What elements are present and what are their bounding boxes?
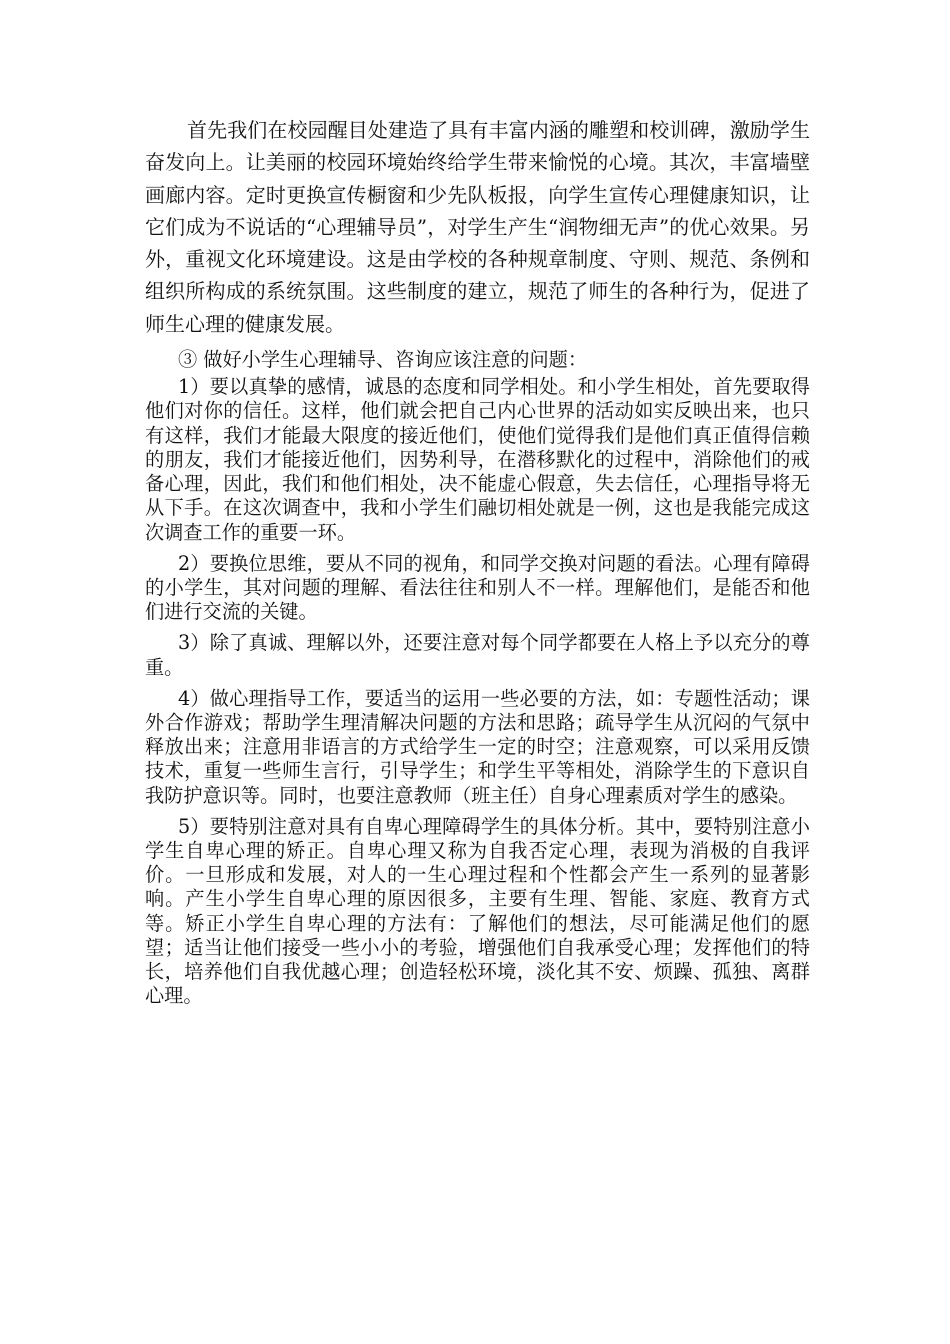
- paragraph-item-4: 4）做心理指导工作，要适当的运用一些必要的方法，如：专题性活动；课外合作游戏；帮助学生理清解决问题的方法和思路；疏导学生从沉闷的气氛中释放出来；注意用非语言的方式给学生一定的时空；注意观察，可以采用反馈技术，重复一些师生言行，引导学生；和学生平等相处，消除学生的下意识自我防护意识等。同时，也要注意教师（班主任）自身心理素质对学生的感染。: [145, 686, 810, 807]
- paragraph-item-5: 5）要特别注意对具有自卑心理障碍学生的具体分析。其中，要特别注意小学生自卑心理的矫正。自卑心理又称为自我否定心理，表现为消极的自我评价。一旦形成和发展，对人的一生心理过程和个性都会产生一系列的显著影响。产生小学生自卑心理的原因很多，主要有生理、智能、家庭、教育方式等。矫正小学生自卑心理的方法有：了解他们的想法，尽可能满足他们的愿望；适当让他们接受一些小小的考验，增强他们自我承受心理；发挥他们的特长，培养他们自我优越心理；创造轻松环境，淡化其不安、烦躁、孤独、离群心理。: [145, 814, 810, 1008]
- paragraph-item-1: 1）要以真挚的感情，诚恳的态度和同学相处。和小学生相处，首先要取得他们对你的信任。这样，他们就会把自己内心世界的活动如实反映出来，也只有这样，我们才能最大限度的接近他们，使他们觉得我们是他们真正值得信赖的朋友，我们才能接近他们，因势利导，在潜移默化的过程中，消除他们的戒备心理，因此，我们和他们相处，决不能虚心假意，失去信任，心理指导将无从下手。在这次调查中，我和小学生们融切相处就是一例，这也是我能完成这次调查工作的重要一环。: [145, 375, 810, 544]
- document-body: [145, 114, 810, 1008]
- paragraph-item-2: 2）要换位思维，要从不同的视角，和同学交换对问题的看法。心理有障碍的小学生，其对问题的理解、看法往往和别人不一样。理解他们，是能否和他们进行交流的关键。: [145, 551, 810, 624]
- paragraph-heading-counseling-notes: ③ 做好小学生心理辅导、咨询应该注意的问题：: [178, 348, 588, 372]
- paragraph-campus-environment: 首先我们在校园醒目处建造了具有丰富内涵的雕塑和校训碑，激励学生奋发向上。让美丽的校园环境始终给学生带来愉悦的心境。其次，丰富墙壁画廊内容。定时更换宣传橱窗和少先队板报，向学生宣传心理健康知识，让它们成为不说话的“心理辅导员”，对学生产生“润物细无声”的优心效果。另外，重视文化环境建设。这是由学校的各种规章制度、守则、规范、条例和组织所构成的系统氛围。这些制度的建立，规范了师生的各种行为，促进了师生心理的健康发展。: [145, 118, 810, 336]
- paragraph-item-3: 3）除了真诚、理解以外，还要注意对每个同学都要在人格上予以充分的尊重。: [145, 631, 810, 679]
